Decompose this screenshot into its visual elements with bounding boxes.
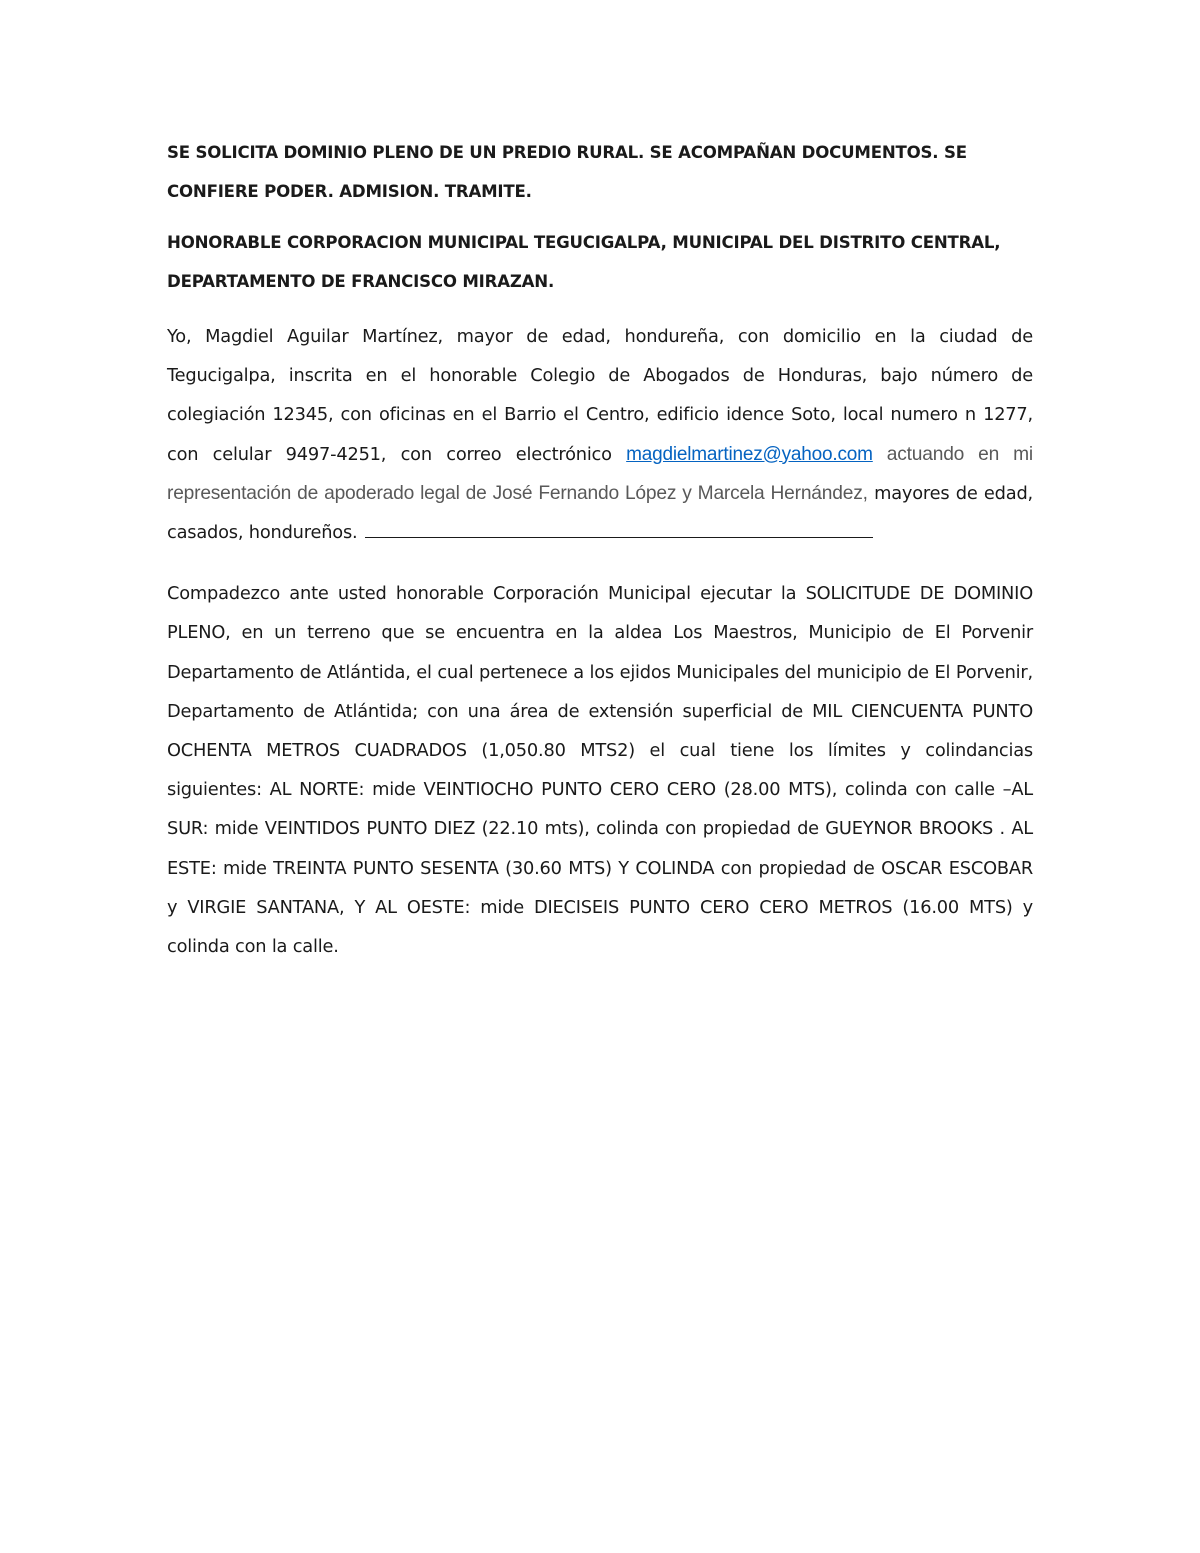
- paragraph-request: Compadezco ante usted honorable Corporación Municipal ejecutar la SOLICITUDE DE DOMINIO PLENO, en un terreno que se encuentra en la aldea Los Maestros, Municipio de El Porvenir Departamento de Atlántida, el cual pertenece a los ejidos Municipales del municipio de El Porvenir, Departamento de Atlántida; con una área de extensión superficial de MIL CIENCUENTA PUNTO OCHENTA METROS CUADRADOS (1,050.80 MTS2) el cual tiene los límites y colindancias siguientes: AL NORTE: mide VEINTIOCHO PUNTO CERO CERO (28.00 MTS), colinda con calle –AL SUR: mide VEINTIDOS PUNTO DIEZ (22.10 mts), colinda con propiedad de GUEYNOR BROOKS . AL ESTE: mide TREINTA PUNTO SESENTA (30.60 MTS) Y COLINDA con propiedad de OSCAR ESCOBAR y VIRGIE SANTANA, Y AL OESTE: mide DIECISEIS PUNTO CERO CERO METROS (16.00 MTS) y colinda con la calle.: [167, 583, 1033, 958]
- email-link[interactable]: magdielmartinez@yahoo.com: [626, 443, 873, 465]
- addressee: HONORABLE CORPORACION MUNICIPAL TEGUCIGALPA, MUNICIPAL DEL DISTRITO CENTRAL, DEPARTAMENTO DE FRANCISCO MIRAZAN.: [167, 233, 1001, 291]
- representation-text: actuando en mi representación de apoderado legal de José Fernando López y Marcela Hernández,: [167, 443, 1033, 504]
- applicant-closing: mayores de edad, casados, hondureños.: [167, 482, 1033, 544]
- document-body: [167, 133, 1033, 966]
- signature-blank-line: [365, 519, 873, 538]
- document-title: SE SOLICITA DOMINIO PLENO DE UN PREDIO RURAL. SE ACOMPAÑAN DOCUMENTOS. SE CONFIERE PODER. ADMISION. TRAMITE.: [167, 143, 967, 201]
- paragraph-applicant: [167, 317, 1033, 552]
- applicant-intro: Yo, Magdiel Aguilar Martínez, mayor de edad, hondureña, con domicilio en la ciudad de Tegucigalpa, inscrita en el honorable Colegio de Abogados de Honduras, bajo número de colegiación 12345, con oficinas en el Barrio el Centro, edificio idence Soto, local numero n 1277, con celular 9497-4251, con correo electrónico: [167, 326, 1033, 465]
